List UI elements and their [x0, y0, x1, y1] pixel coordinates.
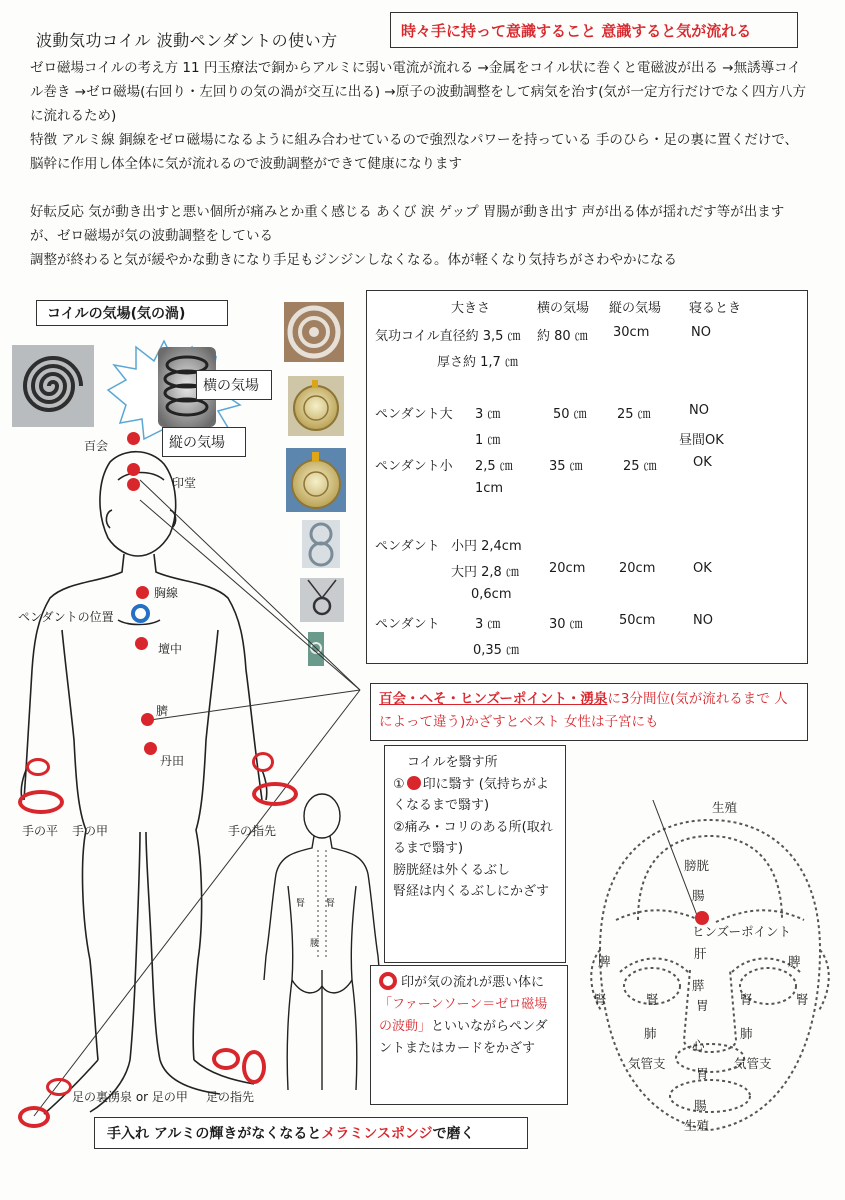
row-coil-name: 気功コイル直径約 3,5 ㎝	[375, 329, 521, 344]
upper-head-point	[127, 463, 140, 476]
face-bronchi-right: 気管支	[734, 1056, 772, 1071]
ring-note-quote: 「ファーンソーン＝ゼロ磁場の波動」	[379, 997, 548, 1034]
row-card-horizontal: 30 ㎝	[549, 617, 583, 632]
face-pancreas: 膵	[692, 978, 705, 993]
palm-ring-large	[18, 790, 64, 814]
header-horizontal-field: 横の気場	[537, 301, 590, 316]
intro-paragraph-features: 特徴 アルミ線 銅線をゼロ磁場になるように組み合わせているので強烈なパワーを持っている 手のひら・足の裏に置くだけで、脳幹に作用し体全体に気が流れるので波動調整ができて健康になります	[30, 132, 799, 172]
row-large-sleep: NO	[689, 403, 709, 418]
row-coil-sleep: NO	[691, 325, 711, 340]
row-small-horizontal: 35 ㎝	[549, 459, 583, 474]
foot-sole-label: 足の裏湧泉 or 足の甲	[72, 1090, 188, 1104]
face-reflex-map	[580, 800, 845, 1150]
lumbar-label: 腰	[310, 939, 320, 949]
ring-note-a: 印が気の流れが悪い体に	[401, 975, 545, 990]
page-title: 波動気功コイル 波動ペンダントの使い方	[36, 31, 338, 50]
header-sleep: 寝るとき	[689, 301, 742, 316]
kidney-right-back-label: 腎	[326, 899, 336, 909]
face-spleen-right: 脾	[788, 954, 801, 969]
face-kidney-outer-left: 腎	[594, 992, 607, 1007]
row-card-vertical: 50cm	[619, 613, 656, 628]
row-small-sleep: OK	[693, 455, 712, 470]
face-kidney-inner-left: 腎	[646, 992, 659, 1007]
red-ring-icon	[379, 972, 397, 990]
indo-point	[127, 478, 140, 491]
vertical-field-label: 縦の気場	[162, 427, 246, 457]
row-small-vertical: 25 ㎝	[623, 459, 657, 474]
notice-box: 時々手に持って意識すること 意識すると気が流れる	[390, 12, 798, 48]
face-kidney-inner-right: 腎	[740, 992, 753, 1007]
row-double-vertical: 20cm	[619, 561, 656, 576]
face-stomach: 胃	[696, 998, 709, 1013]
face-bronchi-left: 気管支	[628, 1056, 666, 1071]
best-points-highlight: 百会・へそ・ヒンズーポイント・湧泉	[379, 691, 608, 707]
face-lung-right: 肺	[740, 1026, 753, 1041]
hyakue-label: 百会	[84, 439, 109, 453]
face-intestine-lower: 腸	[694, 1098, 707, 1113]
danchu-label: 壇中	[158, 642, 183, 656]
heso-point	[141, 713, 154, 726]
coil-field-title: コイルの気場(気の渦)	[36, 300, 228, 326]
face-stomach-lower: 胃	[696, 1066, 709, 1081]
face-bladder: 膀胱	[684, 858, 710, 873]
row-large-vertical: 25 ㎝	[617, 407, 651, 422]
red-dot-icon	[407, 776, 421, 790]
melamine-sponge-highlight: メラミンスポンジ	[321, 1126, 433, 1142]
row-card-size: 3 ㎝	[475, 617, 501, 632]
intro-text	[30, 56, 810, 272]
face-seishoku-bottom: 生殖	[684, 1118, 710, 1133]
row-card-sleep: NO	[693, 613, 713, 628]
pendant-position-label: ペンダントの位置	[18, 610, 114, 624]
hyakue-point	[127, 432, 140, 445]
foot-top-ring	[18, 1106, 50, 1128]
row-double-large-circle: 大円 2,8 ㎝	[451, 565, 519, 580]
row-large-daytime: 昼間OK	[679, 433, 724, 448]
apply-item-3: 膀胱経は外くるぶし	[393, 862, 511, 878]
row-large-size: 3 ㎝	[475, 407, 501, 422]
row-double-thickness: 0,6cm	[471, 587, 512, 602]
palm-label: 手の平	[22, 824, 59, 838]
fingertip-label: 手の指先	[228, 824, 277, 838]
row-coil-vertical: 30cm	[613, 325, 650, 340]
face-hindu-point: ヒンズーポイント	[692, 924, 792, 939]
apply-item-4: 腎経は内くるぶしにかざす	[393, 884, 550, 899]
best-points-text: に3分間位(気が流れるまで 人によって違う)かざすとベスト 女性は子宮にも	[379, 691, 788, 730]
intro-paragraph-reaction: 好転反応 気が動き出すと悪い個所が痛みとか重く感じる あくび 涙 ゲップ 胃腸が動き出す 声が出る体が揺れだす等が出ますが、ゼロ磁場が気の波動調整をしている	[30, 204, 785, 244]
apply-location-box	[384, 745, 566, 963]
care-note: 手入れ アルミの輝きがなくなるとメラミンスポンジで磨く	[94, 1117, 528, 1149]
header-size: 大きさ	[451, 301, 491, 316]
tanden-point	[144, 742, 157, 755]
intro-paragraph-zero-field: ゼロ磁場コイルの考え方 11 円玉療法で銅からアルミに弱い電流が流れる →金属をコイル状に巻くと電磁波が出る →無誘導コイル巻き →ゼロ磁場(右回り・左回りの気の渦が交互に出る) →原子の波動調整をして病気を治す(気が一定方行だけでなく四方八方に流れるため)	[30, 60, 807, 124]
row-card-name: ペンダント	[375, 617, 440, 632]
back-of-hand-label: 手の甲	[72, 824, 109, 838]
kidney-left-back-label: 腎	[296, 899, 306, 909]
row-large-thickness: 1 ㎝	[475, 433, 501, 448]
row-large-horizontal: 50 ㎝	[553, 407, 587, 422]
face-spleen-left: 脾	[598, 954, 611, 969]
kyosen-point	[136, 586, 149, 599]
row-double-horizontal: 20cm	[549, 561, 586, 576]
apply-item-1: ① 印に翳す (気持ちがよくなるまで翳す)	[393, 776, 549, 813]
apply-item-2: ②痛み・コリのある所(取れるまで翳す)	[393, 819, 553, 856]
face-kidney-outer-right: 腎	[796, 992, 809, 1007]
row-small-size: 2,5 ㎝	[475, 459, 513, 474]
row-coil-thickness: 厚さ約 1,7 ㎝	[437, 355, 518, 370]
ring-note-b: といいながらペンダントまたはカードをかざす	[379, 1019, 548, 1056]
heso-label: 臍	[156, 704, 169, 718]
row-double-small-circle: 小円 2,4cm	[451, 539, 522, 554]
indo-label: 印堂	[172, 476, 197, 490]
row-small-name: ペンダント小	[375, 459, 453, 474]
header-vertical-field: 縦の気場	[609, 301, 662, 316]
row-coil-horizontal: 約 80 ㎝	[537, 329, 588, 344]
ring-note-box	[370, 965, 568, 1105]
toe-ring-1	[212, 1048, 240, 1070]
row-card-thickness: 0,35 ㎝	[473, 643, 520, 658]
best-points-note	[370, 683, 808, 741]
row-small-thickness: 1cm	[475, 481, 504, 496]
pendant-position-marker	[131, 604, 150, 623]
back-body-diagram	[258, 790, 388, 1100]
apply-location-title: コイルを翳す所	[407, 755, 498, 770]
kyosen-label: 胸線	[154, 586, 179, 600]
intro-paragraph-adjustment: 調整が終わると気が緩やかな動きになり手足もジンジンしなくなる。体が軽くなり気持ちがさわやかになる	[30, 252, 677, 268]
face-lung-left: 肺	[644, 1026, 657, 1041]
face-intestine: 腸	[692, 888, 705, 903]
danchu-point	[135, 637, 148, 650]
fingertip-ring-small	[252, 752, 274, 772]
row-double-name: ペンダント	[375, 539, 440, 554]
face-heart: 心	[692, 1038, 705, 1053]
horizontal-field-label: 横の気場	[196, 370, 272, 400]
tanden-label: 丹田	[160, 754, 185, 768]
foot-sole-ring	[46, 1078, 72, 1096]
palm-ring-small	[26, 758, 50, 776]
spec-table	[366, 290, 808, 664]
toe-label: 足の指先	[206, 1090, 255, 1104]
row-double-sleep: OK	[693, 561, 712, 576]
row-large-name: ペンダント大	[375, 407, 453, 422]
face-seishoku-top: 生殖	[712, 800, 738, 815]
face-liver: 肝	[694, 946, 707, 961]
